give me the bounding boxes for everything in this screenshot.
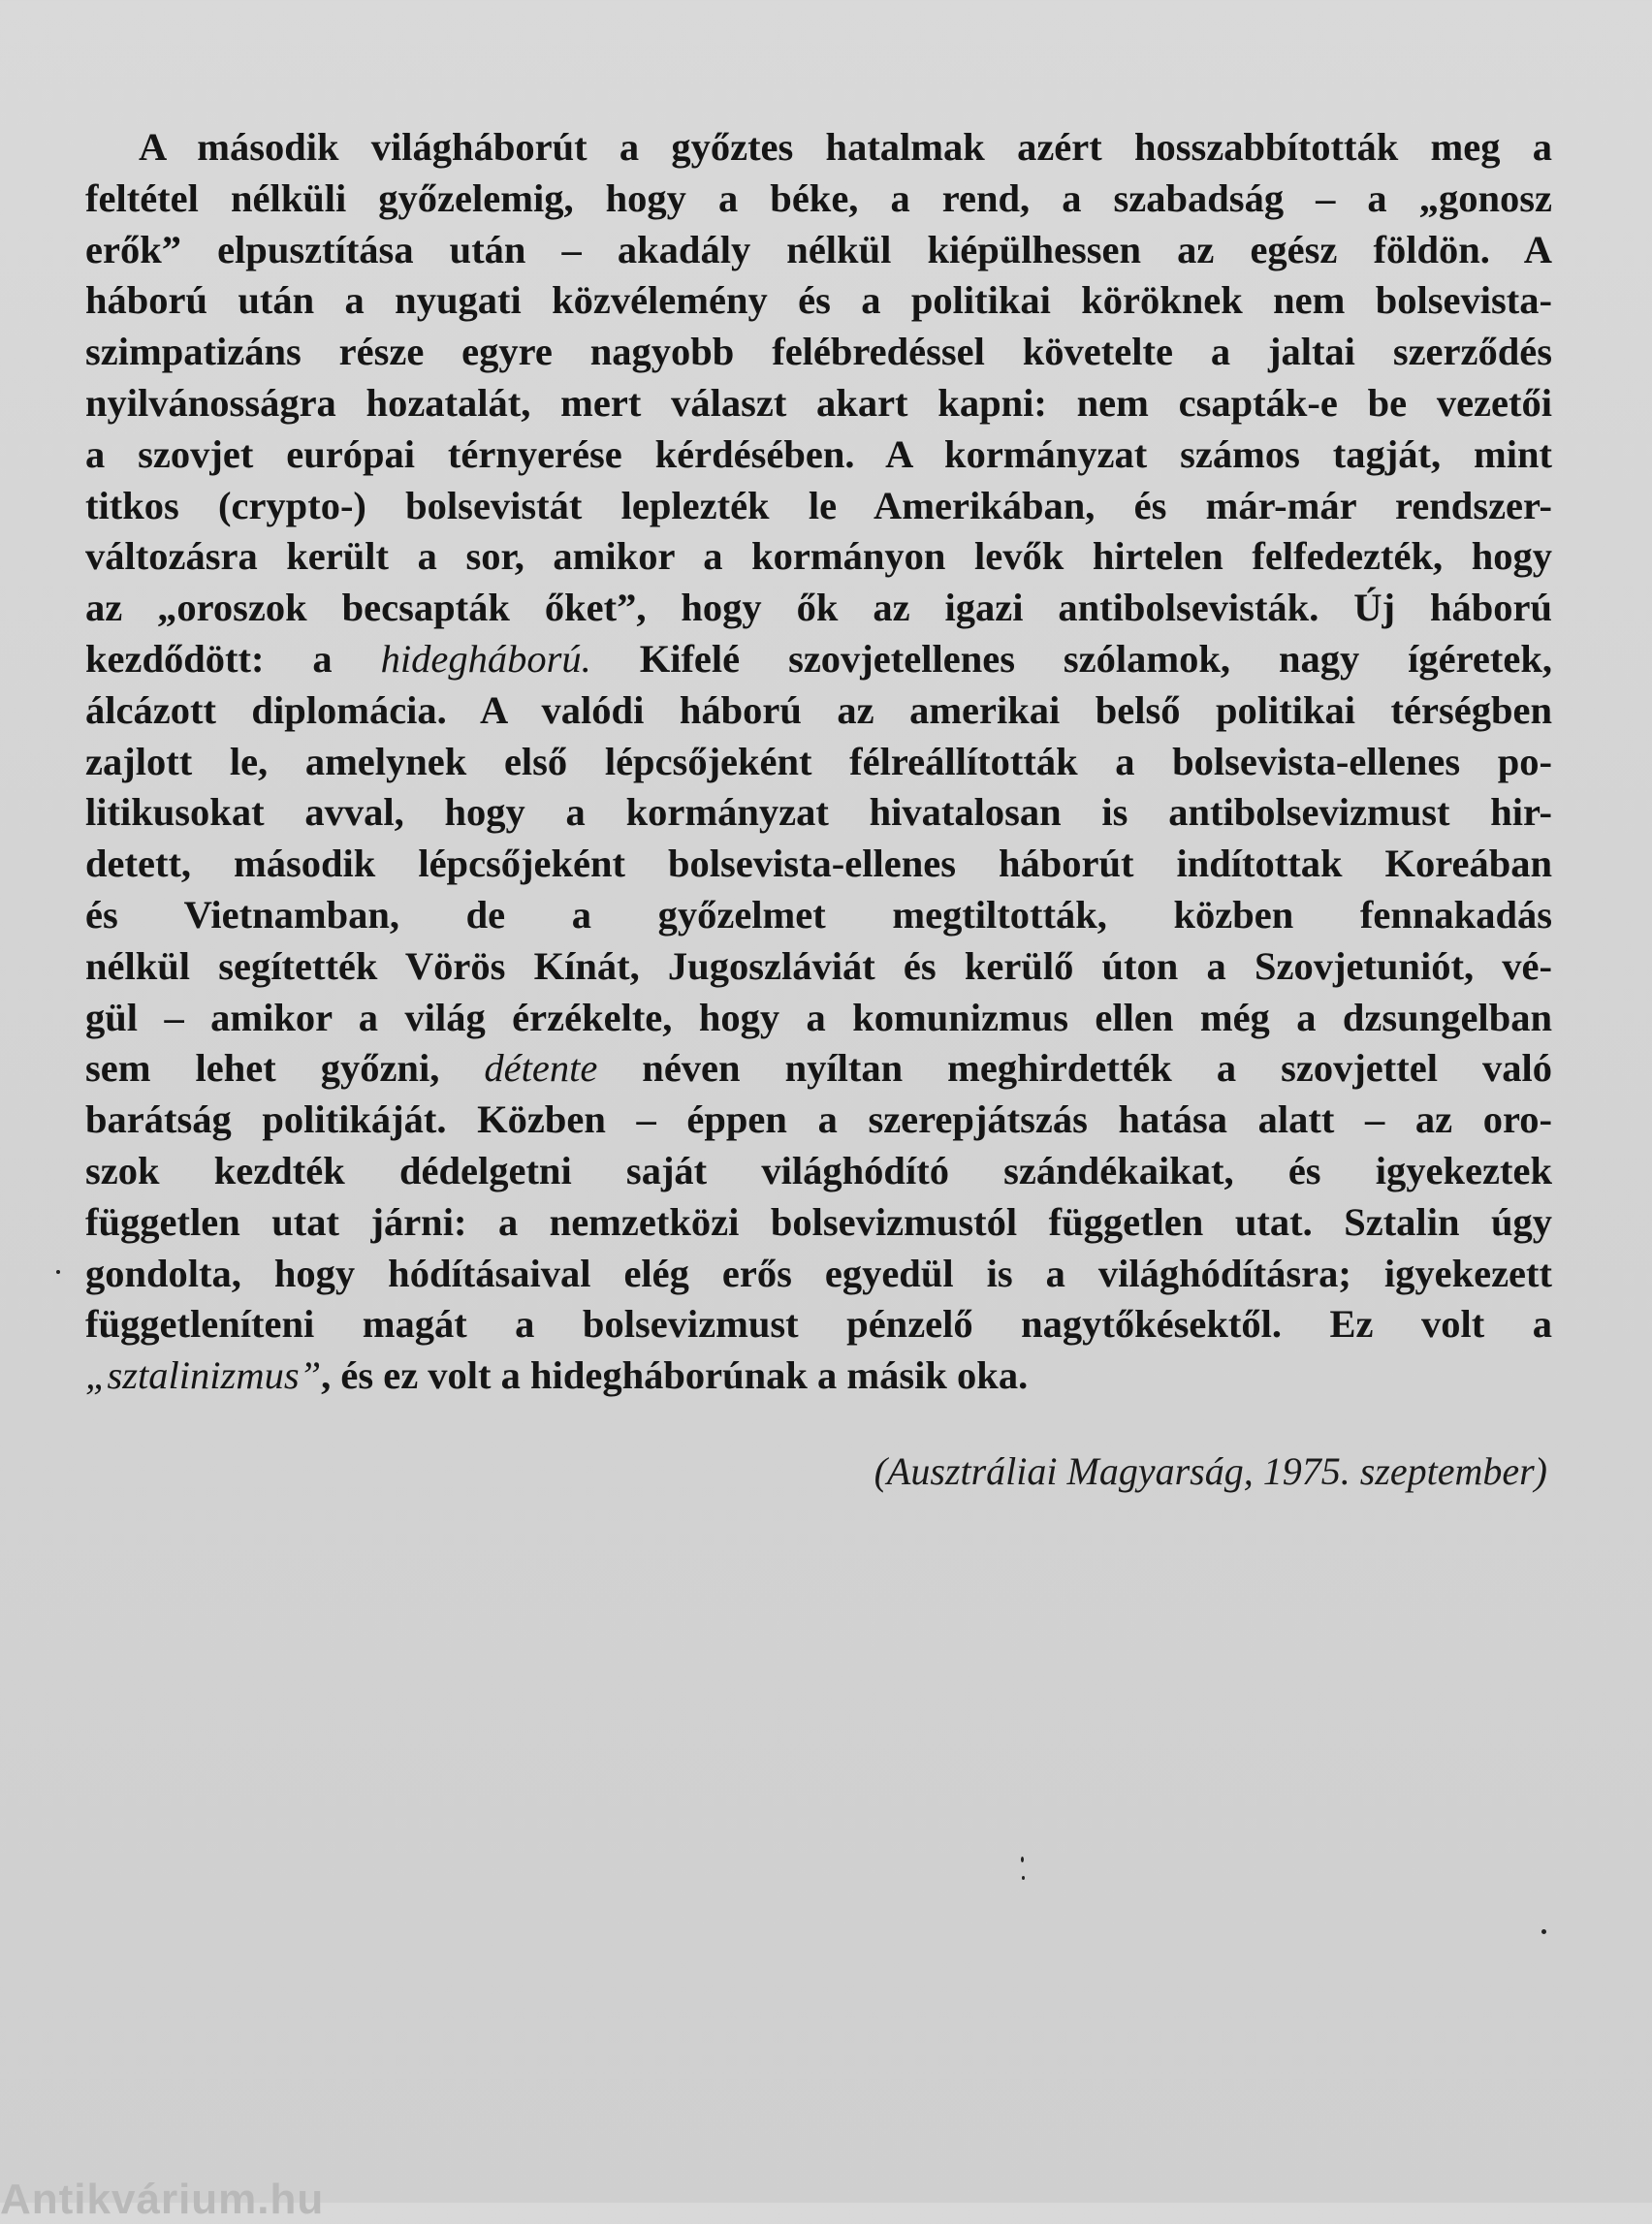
text-line: független utat járni: a nemzetközi bolsevizmustól független utat. Sztalin úgy: [85, 1199, 1552, 1244]
text-line: nélkül segítették Vörös Kínát, Jugoszláviát és kerülő úton a Szovjetuniót, vé-: [85, 943, 1552, 988]
text-line: szimpatizáns része egyre nagyobb felébredéssel követelte a jaltai szerződés: [85, 330, 1552, 374]
watermark: Antikvárium.hu: [0, 2176, 325, 2223]
text-line: litikusokat avval, hogy a kormányzat hivatalosan is antibolsevizmust hir-: [85, 790, 1552, 835]
text-line: szok kezdték dédelgetni saját világhódító szándékaikat, és igyekeztek: [85, 1148, 1552, 1192]
text-line: változásra került a sor, amikor a kormányon levők hirtelen felfedezték, hogy: [85, 534, 1552, 579]
main-paragraph: [85, 122, 1552, 1402]
text-line: a szovjet európai térnyerése kérdésében. A kormányzat számos tagját, mint: [85, 431, 1552, 476]
text-line: feltétel nélküli győzelemig, hogy a béke, a rend, a szabadság – a „gonosz: [85, 175, 1552, 220]
print-speck: [1541, 1929, 1546, 1934]
text-line: függetleníteni magát a bolsevizmust pénzelő nagytőkésektől. Ez volt a: [85, 1302, 1552, 1347]
print-speck: [56, 1270, 60, 1274]
text-line: barátság politikáját. Közben – éppen a szerepjátszás hatása alatt – az oro-: [85, 1097, 1552, 1142]
text-line: álcázott diplomácia. A valódi háború az amerikai belső politikai térségben: [85, 687, 1552, 732]
text-line: háború után a nyugati közvélemény és a politikai köröknek nem bolsevista-: [85, 278, 1552, 323]
text-line: titkos (crypto-) bolsevistát leplezték le Amerikában, és már-már rendszer-: [85, 483, 1552, 527]
text-line: „sztalinizmus”, és ez volt a hidegháborúnak a másik oka.: [85, 1353, 1029, 1398]
text-line: erők” elpusztítása után – akadály nélkül kiépülhessen az egész földön. A: [85, 227, 1552, 271]
italic-term: hidegháború.: [380, 636, 591, 681]
text-line: nyilvánosságra hozatalát, mert választ akart kapni: nem csapták-e be vezetői: [85, 380, 1552, 425]
text-line: gül – amikor a világ érzékelte, hogy a komunizmus ellen még a dzsungelban: [85, 995, 1552, 1039]
text-line: gondolta, hogy hódításaival elég erős egyedül is a világhódításra; igyekezett: [85, 1251, 1552, 1295]
print-speck: [1022, 1876, 1025, 1880]
text-line: A második világháborút a győztes hatalmak azért hosszabbították meg a: [139, 125, 1552, 169]
print-speck: [1021, 1857, 1024, 1862]
italic-term: „sztalinizmus”: [85, 1353, 322, 1398]
text-line: és Vietnamban, de a győzelmet megtiltották, közben fennakadás: [85, 892, 1552, 937]
source-citation: (Ausztráliai Magyarság, 1975. szeptember): [874, 1449, 1547, 1493]
italic-term: détente: [484, 1046, 598, 1091]
text-line: detett, második lépcsőjeként bolsevista-ellenes háborút indítottak Koreában: [85, 842, 1552, 886]
text-line: sem lehet győzni, détente néven nyíltan meghirdették a szovjettel való: [85, 1046, 1552, 1091]
text-line: az „oroszok becsapták őket”, hogy ők az igazi antibolsevisták. Új háború: [85, 586, 1552, 630]
text-line: kezdődött: a hidegháború. Kifelé szovjetellenes szólamok, nagy ígéretek,: [85, 636, 1552, 681]
text-line: zajlott le, amelynek első lépcsőjeként félreállították a bolsevista-ellenes po-: [85, 739, 1552, 783]
